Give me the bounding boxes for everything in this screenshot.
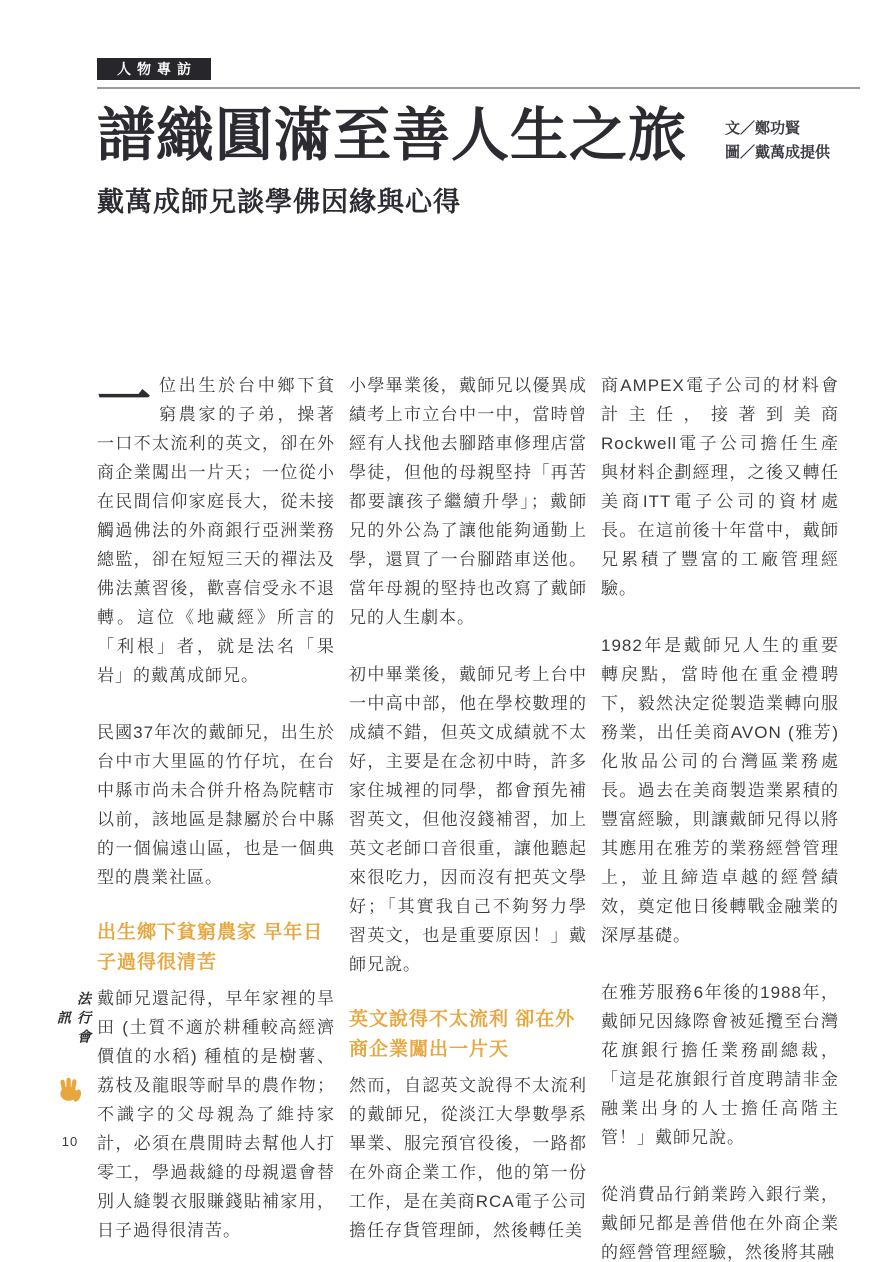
article-subtitle: 戴萬成師兄談學佛因緣與心得 [97,186,461,217]
header-rule [97,87,860,89]
byline [725,117,830,165]
association-logo-icon [52,1076,88,1106]
section-badge: 人物專訪 [97,58,211,80]
paragraph: 商AMPEX電子公司的材料會計主任，接著到美商Rockwell電子公司擔任生產與材料企劃經理，之後又轉任美商ITT電子公司的資材處長。在這前後十年當中，戴師兄累積了豐富的工廠管理經驗。 [601,375,839,598]
paragraph: 然而，自認英文說得不太流利的戴師兄，從淡江大學數學系畢業、服完預官役後，一路都在外商企業工作，他的第一份工作，是在美商RCA電子公司擔任存貨管理師，然後轉任美 [349,1075,587,1240]
article [97,58,860,1262]
body-column-3 [601,371,839,1262]
paragraph: 初中畢業後，戴師兄考上台中一中高中部，他在學校數理的成績不錯，但英文成績就不太好，主要是在念初中時，許多家住城裡的同學，都會預先補習英文，但他沒錢補習，加上英文老師口音很重，讓他聽起來很吃力，因而沒有把英文學好；「其實我自己不夠努力學習英文，也是重要原因！」戴師兄說。 [349,664,587,974]
drop-cap: 一 [97,369,151,430]
page-number: 10 [61,1134,79,1149]
byline-author: 文／鄭功賢 [725,120,801,137]
paragraph-text: 位出生於台中鄉下貧窮農家的子弟，操著一口不太流利的英文，卻在外商企業闖出一片天；一位從小在民間信仰家庭長大，從未接觸過佛法的外商銀行亞洲業務總監，卻在短短三天的禪法及佛法薰習後，歡喜信受永不退轉。這位《地藏經》所言的「利根」者，就是法名「果岩」的戴萬成師兄。 [97,375,335,685]
page-title: 譜織圓滿至善人生之旅 [97,103,688,168]
magazine-title-vertical: 法行會訊 [55,990,90,1048]
paragraph: 從消費品行銷業跨入銀行業，戴師兄都是善借他在外商企業的經營管理經驗，然後將其融 [601,1184,839,1262]
body-column-1 [97,371,335,1262]
sidebar [52,984,88,1149]
body-columns [97,371,860,1262]
paragraph: 小學畢業後，戴師兄以優異成績考上市立台中一中，當時曾經有人找他去腳踏車修理店當學徒，但他的母親堅持「再苦都要讓孩子繼續升學」；戴師兄的外公為了讓他能夠通勤上學，還買了一台腳踏車送他。當年母親的堅持也改寫了戴師兄的人生劇本。 [349,375,587,627]
section-heading: 英文說得不太流利 卻在外商企業闖出一片天 [349,1008,576,1060]
paragraph: 1982年是戴師兄人生的重要轉戾點，當時他在重金禮聘下，毅然決定從製造業轉向服務業，出任美商AVON (雅芳) 化妝品公司的台灣區業務處長。過去在美商製造業累積的豐富經驗，則讓戴師兄得以將其應用在雅芳的業務經營管理上，並且締造卓越的經營績效，奠定他日後轉戰金融業的深厚基礎。 [601,635,839,945]
byline-photo-credit: 圖／戴萬成提供 [725,144,831,161]
title-row [97,103,860,170]
paragraph: 戴師兄還記得，早年家裡的旱田 (土質不適於耕種較高經濟價值的水稻) 種植的是樹薯、荔枝及龍眼等耐旱的農作物；不識字的父母親為了維持家計，必須在農閒時去幫他人打零工，學過裁縫的母親還會替別人縫製衣服賺錢貼補家用，日子過得很清苦。 [97,988,335,1240]
body-column-2 [349,371,587,1262]
paragraph: 在雅芳服務6年後的1988年，戴師兄因緣際會被延攬至台灣花旗銀行擔任業務副總裁，「這是花旗銀行首度聘請非金融業出身的人士擔任高階主管！」戴師兄說。 [601,982,839,1147]
section-heading: 出生鄉下貧窮農家 早年日子過得很清苦 [97,921,324,973]
paragraph: 民國37年次的戴師兄，出生於台中市大里區的竹仔坑，在台中縣市尚未合併升格為院轄市以前，該地區是隸屬於台中縣的一個偏遠山區，也是一個典型的農業社區。 [97,722,335,887]
paragraph [97,371,335,690]
